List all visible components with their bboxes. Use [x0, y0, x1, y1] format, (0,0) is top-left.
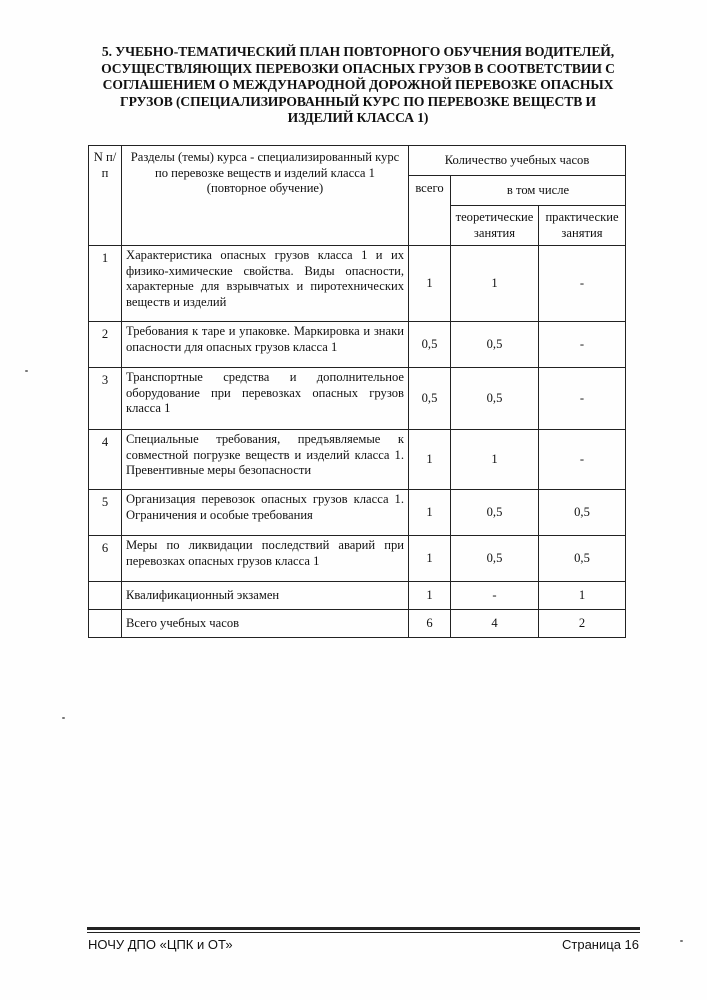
- title-line: ГРУЗОВ (СПЕЦИАЛИЗИРОВАННЫЙ КУРС ПО ПЕРЕВОЗКЕ ВЕЩЕСТВ И: [120, 93, 596, 109]
- header-theory: теоретические занятия: [451, 206, 539, 246]
- row-theory: 1: [451, 246, 539, 322]
- footer-page-number: Страница 16: [562, 937, 639, 952]
- header-num: N п/п: [89, 146, 122, 246]
- row-name: Транспортные средства и дополнительное оборудование при перевозках опасных грузов класса 1: [122, 368, 409, 430]
- footer-organization: НОЧУ ДПО «ЦПК и ОТ»: [88, 937, 233, 952]
- row-total: 1: [409, 536, 451, 582]
- table-row: [89, 246, 626, 322]
- table-row: [89, 582, 626, 610]
- header-including: в том числе: [451, 176, 626, 206]
- table-row: [89, 536, 626, 582]
- row-name: Всего учебных часов: [122, 610, 409, 638]
- row-practice: 0,5: [539, 536, 626, 582]
- scan-speck: [62, 717, 65, 719]
- table-row: [89, 322, 626, 368]
- curriculum-table: [88, 145, 626, 638]
- row-practice: -: [539, 246, 626, 322]
- row-name: Организация перевозок опасных грузов класса 1. Ограничения и особые требования: [122, 490, 409, 536]
- header-total: всего: [409, 176, 451, 246]
- row-practice: 2: [539, 610, 626, 638]
- table-row: [89, 490, 626, 536]
- title-line: СОГЛАШЕНИЕМ О МЕЖДУНАРОДНОЙ ДОРОЖНОЙ ПЕРЕВОЗКЕ ОПАСНЫХ: [102, 77, 614, 93]
- title-line: ИЗДЕЛИЙ КЛАССА 1): [287, 110, 429, 126]
- row-name: Требования к таре и упаковке. Маркировка и знаки опасности для опасных грузов класса 1: [122, 322, 409, 368]
- document-title: [78, 44, 638, 127]
- row-num: [89, 582, 122, 610]
- row-total: 6: [409, 610, 451, 638]
- row-theory: -: [451, 582, 539, 610]
- row-practice: -: [539, 322, 626, 368]
- row-theory: 0,5: [451, 322, 539, 368]
- row-total: 0,5: [409, 368, 451, 430]
- row-theory: 0,5: [451, 536, 539, 582]
- table-row: [89, 430, 626, 490]
- row-theory: 1: [451, 430, 539, 490]
- row-name: Меры по ликвидации последствий аварий при перевозках опасных грузов класса 1: [122, 536, 409, 582]
- row-name: Характеристика опасных грузов класса 1 и их физико-химические свойства. Виды опасности, характерные для взрывчатых и пиротехнических веществ и изделий: [122, 246, 409, 322]
- table-row: [89, 368, 626, 430]
- row-practice: -: [539, 430, 626, 490]
- table-row: [89, 610, 626, 638]
- title-line: ОСУЩЕСТВЛЯЮЩИХ ПЕРЕВОЗКИ ОПАСНЫХ ГРУЗОВ В СООТВЕТСТВИИ С: [101, 60, 615, 76]
- header-sections: Разделы (темы) курса - специализированный курс по перевозке веществ и изделий класса 1 (повторное обучение): [122, 146, 409, 246]
- title-line: 5. УЧЕБНО-ТЕМАТИЧЕСКИЙ ПЛАН ПОВТОРНОГО ОБУЧЕНИЯ ВОДИТЕЛЕЙ,: [101, 44, 615, 59]
- row-total: 1: [409, 582, 451, 610]
- row-theory: 4: [451, 610, 539, 638]
- row-num: 6: [89, 536, 122, 582]
- row-total: 1: [409, 430, 451, 490]
- row-name: Специальные требования, предъявляемые к совместной погрузке веществ и изделий класса 1. Превентивные меры безопасности: [122, 430, 409, 490]
- row-theory: 0,5: [451, 368, 539, 430]
- row-practice: -: [539, 368, 626, 430]
- scan-speck: [680, 940, 683, 942]
- row-name: Квалификационный экзамен: [122, 582, 409, 610]
- row-num: 4: [89, 430, 122, 490]
- row-num: 2: [89, 322, 122, 368]
- header-practice: практические занятия: [539, 206, 626, 246]
- row-total: 1: [409, 246, 451, 322]
- scan-speck: [25, 370, 28, 372]
- footer-rule-thick: [87, 927, 640, 930]
- row-total: 1: [409, 490, 451, 536]
- row-theory: 0,5: [451, 490, 539, 536]
- row-num: 1: [89, 246, 122, 322]
- row-num: 3: [89, 368, 122, 430]
- header-hours: Количество учебных часов: [409, 146, 626, 176]
- row-total: 0,5: [409, 322, 451, 368]
- row-num: 5: [89, 490, 122, 536]
- row-practice: 1: [539, 582, 626, 610]
- row-num: [89, 610, 122, 638]
- row-practice: 0,5: [539, 490, 626, 536]
- footer-rule-thin: [87, 932, 640, 933]
